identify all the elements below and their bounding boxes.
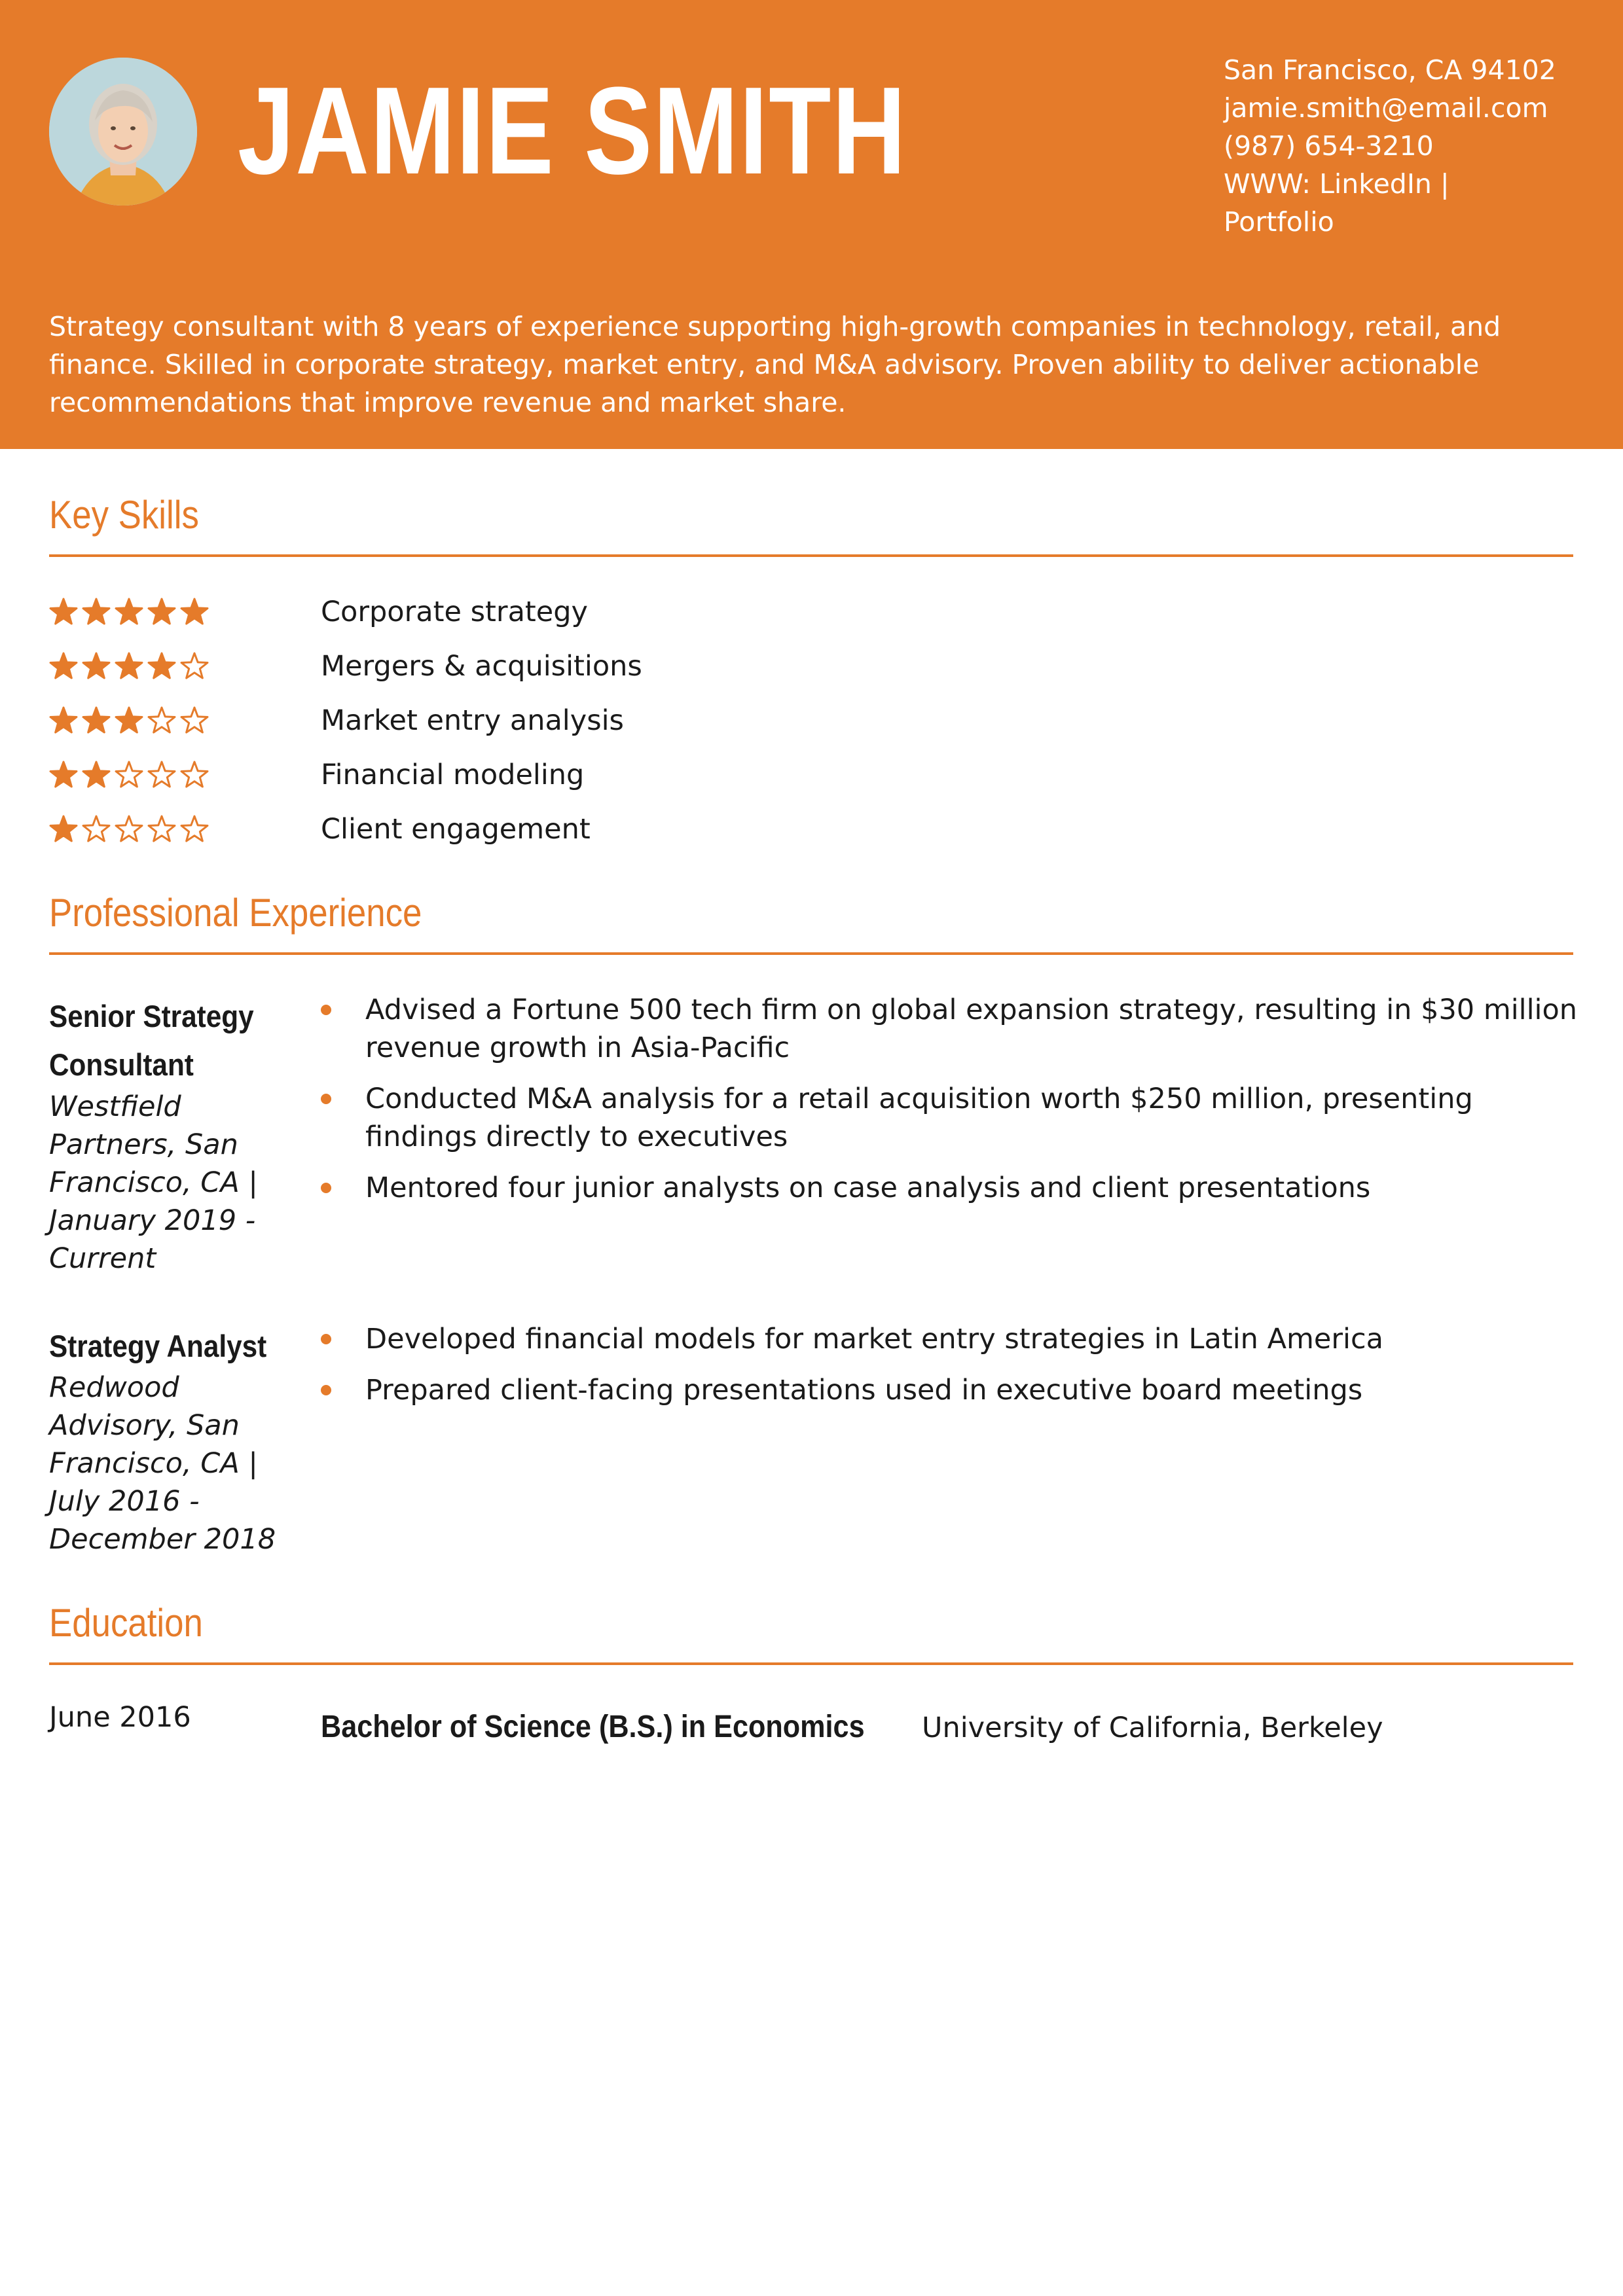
star-empty-icon: [181, 653, 208, 678]
list-item: [321, 1169, 1578, 1207]
star-filled-icon: [83, 708, 109, 732]
star-empty-icon: [181, 816, 208, 841]
job-meta-line: Current: [49, 1242, 156, 1275]
star-rating-icon: [49, 652, 213, 681]
job-meta-line: Westfield: [49, 1090, 181, 1123]
star-rating-icon: [49, 815, 213, 844]
bullet-dot-icon: [321, 1334, 331, 1344]
star-empty-icon: [181, 708, 208, 732]
bullet-text: Advised a Fortune 500 tech firm on global expansion strategy, resulting in $30 million revenue growth in Asia-Pacific: [365, 994, 1578, 1064]
list-item: [321, 1080, 1578, 1156]
star-empty-icon: [116, 816, 142, 841]
job-bullets: [321, 1320, 1578, 1422]
job-bullets: [321, 991, 1578, 1220]
star-empty-icon: [149, 708, 175, 732]
section-title-education: Education: [49, 1601, 203, 1645]
job-title: [49, 1322, 273, 1371]
star-filled-icon: [149, 599, 175, 624]
header-banner: [0, 0, 1623, 449]
job-meta-line: Redwood: [49, 1371, 179, 1404]
star-filled-icon: [50, 708, 77, 732]
star-empty-icon: [149, 816, 175, 841]
job-meta-line: Francisco, CA |: [49, 1447, 258, 1480]
list-item: [321, 991, 1578, 1067]
section-title-experience: Professional Experience: [49, 891, 422, 935]
star-filled-icon: [116, 599, 142, 624]
star-filled-icon: [181, 599, 208, 624]
star-rating-icon: [49, 761, 213, 789]
job-employer-dates: [49, 1088, 285, 1278]
star-filled-icon: [149, 653, 175, 678]
education-date: June 2016: [49, 1701, 191, 1734]
star-filled-icon: [116, 653, 142, 678]
list-item: [321, 1320, 1578, 1358]
skill-row: [49, 701, 1031, 740]
bullet-dot-icon: [321, 1094, 331, 1104]
job-meta-line: December 2018: [49, 1523, 276, 1556]
job-title: [49, 992, 273, 1089]
star-filled-icon: [83, 762, 109, 787]
skill-row: [49, 755, 1031, 795]
star-empty-icon: [149, 762, 175, 787]
job-title-line: Consultant: [49, 1047, 194, 1082]
education-degree: Bachelor of Science (B.S.) in Economics: [321, 1710, 865, 1744]
contact-email[interactable]: jamie.smith@email.com: [1224, 92, 1548, 124]
contact-web-links[interactable]: WWW: LinkedIn |: [1224, 168, 1450, 200]
star-filled-icon: [50, 762, 77, 787]
job-employer-dates: [49, 1369, 285, 1558]
star-filled-icon: [50, 653, 77, 678]
candidate-name: JAMIE SMITH: [238, 62, 907, 200]
profile-photo-image: [49, 58, 197, 206]
profile-photo: [49, 58, 197, 206]
job-meta-line: January 2019 -: [49, 1204, 256, 1237]
star-filled-icon: [116, 708, 142, 732]
bullet-text: Mentored four junior analysts on case analysis and client presentations: [365, 1172, 1371, 1204]
skill-label: Corporate strategy: [321, 596, 588, 628]
star-filled-icon: [83, 599, 109, 624]
skill-label: Financial modeling: [321, 759, 585, 791]
bullet-text: Prepared client-facing presentations used in executive board meetings: [365, 1374, 1363, 1407]
star-rating-icon: [49, 706, 213, 735]
contact-phone[interactable]: (987) 654-3210: [1224, 130, 1434, 162]
contact-address: San Francisco, CA 94102: [1224, 54, 1556, 86]
contact-web-links-cont[interactable]: Portfolio: [1224, 206, 1334, 238]
skill-row: [49, 647, 1031, 686]
job-meta-line: Advisory, San: [49, 1409, 240, 1442]
summary-text: Strategy consultant with 8 years of experience supporting high-growth companies in technology, retail, and finance. Skilled in corporate strategy, market entry, and M&A advisory. Proven ability to deliver actionable recommendations that improve revenue and market share.: [49, 311, 1501, 418]
section-divider: [49, 952, 1573, 955]
skill-row: [49, 592, 1031, 632]
contact-block: [1224, 51, 1590, 241]
section-title-skills: Key Skills: [49, 493, 199, 537]
star-filled-icon: [83, 653, 109, 678]
bullet-text: Conducted M&A analysis for a retail acquisition worth $250 million, presenting findings directly to executives: [365, 1083, 1473, 1153]
star-empty-icon: [83, 816, 109, 841]
star-filled-icon: [50, 816, 77, 841]
education-entry: [321, 1704, 1383, 1750]
job-meta-line: Partners, San: [49, 1128, 238, 1161]
skill-label: Market entry analysis: [321, 704, 624, 737]
section-divider: [49, 1662, 1573, 1665]
bullet-dot-icon: [321, 1005, 331, 1015]
bullet-dot-icon: [321, 1183, 331, 1193]
bullet-text: Developed financial models for market entry strategies in Latin America: [365, 1323, 1383, 1355]
skill-label: Mergers & acquisitions: [321, 650, 642, 683]
star-filled-icon: [50, 599, 77, 624]
skill-label: Client engagement: [321, 813, 591, 846]
education-school: University of California, Berkeley: [922, 1712, 1383, 1744]
list-item: [321, 1371, 1578, 1409]
star-empty-icon: [181, 762, 208, 787]
star-empty-icon: [116, 762, 142, 787]
job-meta-line: July 2016 -: [49, 1485, 200, 1518]
job-title-line: Strategy Analyst: [49, 1329, 267, 1363]
bullet-dot-icon: [321, 1385, 331, 1395]
job-title-line: Senior Strategy: [49, 999, 254, 1033]
job-meta-line: Francisco, CA |: [49, 1166, 258, 1199]
skill-row: [49, 810, 1031, 849]
star-rating-icon: [49, 598, 213, 626]
section-divider: [49, 554, 1573, 557]
